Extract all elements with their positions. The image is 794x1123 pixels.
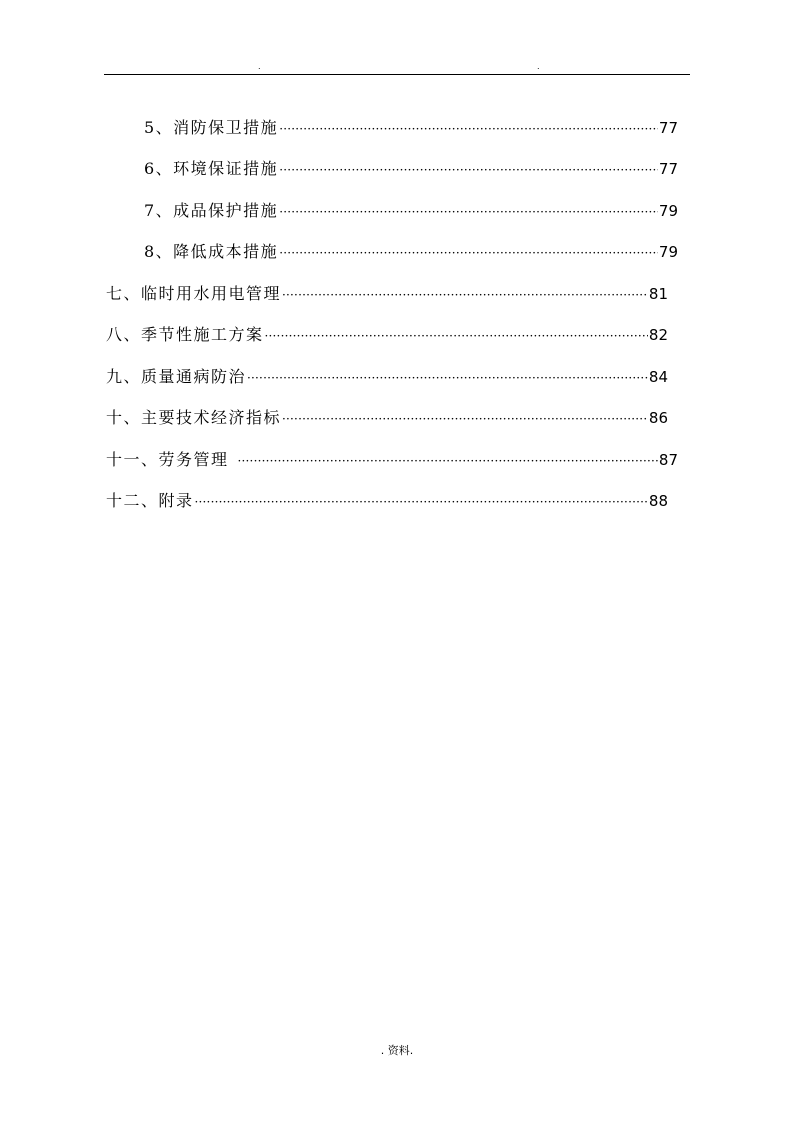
toc-entry[interactable] [106, 407, 668, 429]
toc-dot-leader [195, 491, 648, 513]
toc-entry-page: 86 [648, 409, 668, 427]
toc-entry-label: 十一、劳务管理 [106, 450, 229, 469]
toc-dot-leader [238, 450, 658, 472]
toc-entry-label: 十二、附录 [106, 491, 194, 510]
toc-entry-page: 88 [648, 492, 668, 510]
toc-entry-label: 八、季节性施工方案 [106, 325, 264, 344]
toc-dot-leader [247, 367, 648, 389]
toc-dot-leader [279, 201, 658, 223]
toc-dot-leader [279, 242, 658, 264]
header-mark-right: . [537, 62, 540, 71]
toc-entry[interactable] [106, 283, 668, 305]
toc-dot-leader [279, 159, 658, 181]
toc-entry-page: 77 [658, 119, 678, 137]
toc-entry-page: 77 [658, 160, 678, 178]
toc-entry-page: 84 [648, 368, 668, 386]
toc-entry[interactable] [106, 366, 668, 388]
page-footer: . 资料. [380, 1044, 414, 1057]
toc-dot-leader [282, 284, 648, 306]
toc-entry[interactable] [106, 324, 668, 346]
header-mark-left: . [258, 62, 261, 71]
toc-entry[interactable] [144, 117, 678, 139]
toc-dot-leader [279, 118, 658, 140]
toc-entry-page: 87 [658, 451, 678, 469]
toc-entry-page: 81 [648, 285, 668, 303]
toc-entry-label: 7、成品保护措施 [144, 201, 279, 220]
toc-entry-page: 79 [658, 243, 678, 261]
toc-entry-label: 8、降低成本措施 [144, 242, 279, 261]
toc-entry[interactable] [144, 241, 678, 263]
toc-entry-page: 79 [658, 202, 678, 220]
toc-entry-label: 七、临时用水用电管理 [106, 284, 282, 303]
toc-entry-label: 5、消防保卫措施 [144, 118, 279, 137]
toc-entry-label: 九、质量通病防治 [106, 367, 247, 386]
toc-entry-page: 82 [648, 326, 668, 344]
toc-entry-label: 6、环境保证措施 [144, 159, 279, 178]
toc-entry[interactable] [144, 158, 678, 180]
toc-entry-label: 十、主要技术经济指标 [106, 408, 282, 427]
toc-dot-leader [282, 408, 648, 430]
toc-entry[interactable] [106, 490, 668, 512]
toc-entry[interactable] [106, 449, 678, 471]
toc-entry[interactable] [144, 200, 678, 222]
header-rule [104, 74, 690, 75]
toc-dot-leader [265, 325, 648, 347]
